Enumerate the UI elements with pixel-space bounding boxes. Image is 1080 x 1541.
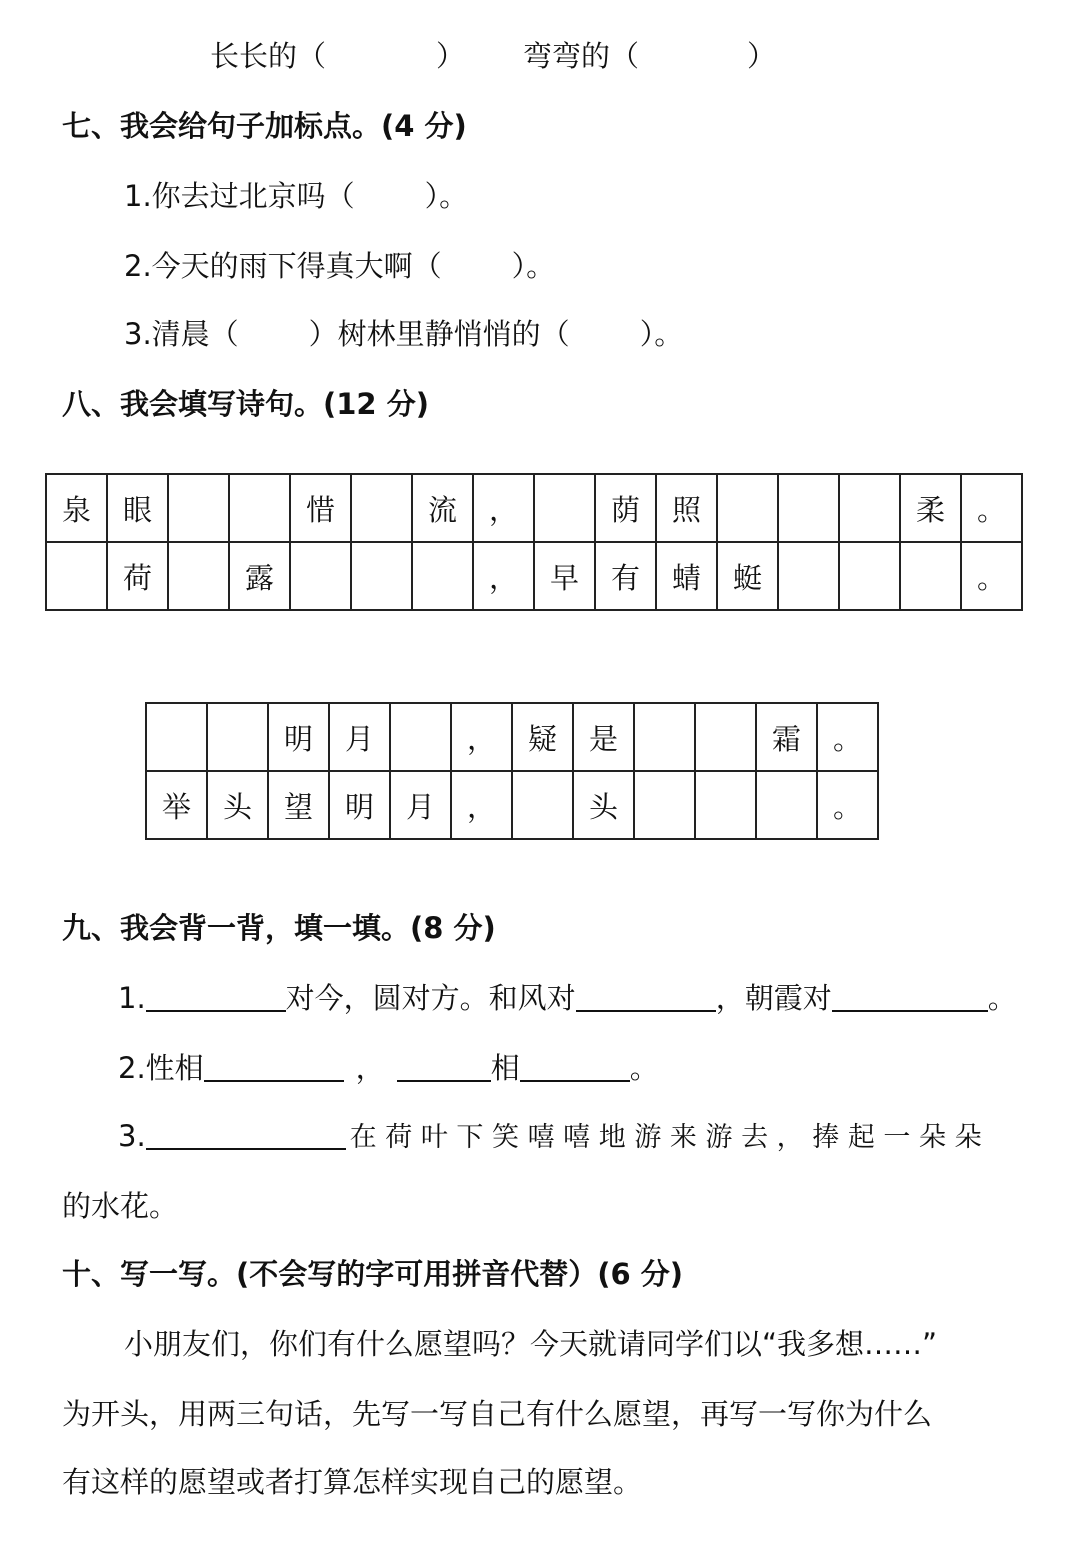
poem-cell: 。 (961, 474, 1022, 542)
section10-paragraph-line: 小朋友们，你们有什么愿望吗？今天就请同学们以“我多想……” (124, 1327, 938, 1361)
item-text: 1.你去过北京吗（ (124, 179, 355, 213)
poem-cell: 明 (329, 771, 390, 839)
poem-cell[interactable] (351, 542, 412, 610)
answer-blank[interactable] (832, 980, 988, 1012)
poem-cell[interactable] (168, 474, 229, 542)
poem-cell: ， (473, 474, 534, 542)
poem-cell: 月 (390, 771, 451, 839)
poem-row (46, 542, 1022, 610)
item-text: 。 (987, 981, 1017, 1015)
poem-cell: 头 (207, 771, 268, 839)
poem-cell: 惜 (290, 474, 351, 542)
poem-cell: 泉 (46, 474, 107, 542)
poem-cell: ， (473, 542, 534, 610)
item-text: 2.今天的雨下得真大啊（ (124, 249, 442, 283)
item-text: 对今，圆对方。和风对 (285, 981, 576, 1015)
section9-item2 (118, 1048, 659, 1088)
item-text: ，朝霞对 (715, 981, 832, 1015)
poem-grid-1 (45, 473, 1023, 611)
item-text: 2.性相 (118, 1051, 204, 1085)
section10-heading: 十、写一写。(不会写的字可用拼音代替）(6 分) (62, 1257, 684, 1291)
poem-cell[interactable] (534, 474, 595, 542)
poem-cell[interactable] (290, 542, 351, 610)
poem-cell: ， (451, 771, 512, 839)
poem-row (146, 771, 878, 839)
close-paren: ） (436, 39, 466, 73)
section7-item2 (124, 246, 555, 286)
poem-cell: 。 (817, 771, 878, 839)
poem-cell[interactable] (351, 474, 412, 542)
poem-cell[interactable] (634, 771, 695, 839)
item-text: 相 (490, 1051, 520, 1085)
poem-cell[interactable] (717, 474, 778, 542)
section10-paragraph-line: 有这样的愿望或者打算怎样实现自己的愿望。 (62, 1465, 643, 1499)
item-changchang: 长长的（ (210, 39, 327, 73)
poem-cell: 月 (329, 703, 390, 771)
section9-item3 (118, 1116, 982, 1158)
poem-cell[interactable] (390, 703, 451, 771)
item-number: 3. (118, 1119, 146, 1153)
answer-blank[interactable] (520, 1050, 630, 1082)
poem-cell: 荫 (595, 474, 656, 542)
answer-blank[interactable] (397, 1050, 491, 1082)
poem-cell[interactable] (839, 474, 900, 542)
item-text: ）。 (511, 249, 556, 283)
poem-cell: 蜓 (717, 542, 778, 610)
poem-grid-2 (145, 702, 879, 840)
section7-item3 (124, 314, 683, 354)
poem-cell: 霜 (756, 703, 817, 771)
poem-cell: 。 (817, 703, 878, 771)
section9-item3-cont: 的水花。 (62, 1189, 179, 1223)
poem-cell[interactable] (900, 542, 961, 610)
answer-blank[interactable] (576, 980, 716, 1012)
item-text: 3.清晨（ (124, 317, 239, 351)
poem-cell: 照 (656, 474, 717, 542)
poem-row (46, 474, 1022, 542)
item-text: ， (355, 1051, 385, 1085)
section7-heading: 七、我会给句子加标点。(4 分) (62, 109, 467, 143)
item-text: ）。 (424, 179, 469, 213)
poem-cell: 。 (961, 542, 1022, 610)
item-number: 1. (118, 981, 146, 1015)
poem-cell[interactable] (778, 542, 839, 610)
poem-cell[interactable] (412, 542, 473, 610)
answer-blank[interactable] (146, 1118, 346, 1150)
poem-cell[interactable] (207, 703, 268, 771)
section7-item1 (124, 176, 468, 216)
poem-cell[interactable] (168, 542, 229, 610)
section10-paragraph-line: 为开头，用两三句话，先写一写自己有什么愿望，再写一写你为什么 (62, 1397, 933, 1431)
poem-cell: ， (451, 703, 512, 771)
poem-cell: 流 (412, 474, 473, 542)
poem-cell: 举 (146, 771, 207, 839)
poem-cell[interactable] (756, 771, 817, 839)
poem-cell[interactable] (146, 703, 207, 771)
item-text: 在 荷 叶 下 笑 嘻 嘻 地 游 来 游 去 ， 捧 起 一 朵 朵 (349, 1122, 982, 1153)
poem-cell: 有 (595, 542, 656, 610)
section8-heading: 八、我会填写诗句。(12 分) (62, 387, 429, 421)
poem-cell[interactable] (634, 703, 695, 771)
poem-cell: 明 (268, 703, 329, 771)
poem-cell[interactable] (512, 771, 573, 839)
close-paren: ） (747, 39, 777, 73)
item-text: 。 (629, 1051, 659, 1085)
poem-cell: 早 (534, 542, 595, 610)
poem-cell: 是 (573, 703, 634, 771)
poem-row (146, 703, 878, 771)
poem-cell: 眼 (107, 474, 168, 542)
poem-cell[interactable] (46, 542, 107, 610)
poem-cell[interactable] (229, 474, 290, 542)
poem-cell: 露 (229, 542, 290, 610)
poem-cell[interactable] (695, 771, 756, 839)
item-text: ）。 (639, 317, 684, 351)
section9-item1 (118, 978, 1017, 1018)
top-line (210, 36, 776, 76)
poem-cell[interactable] (695, 703, 756, 771)
poem-cell[interactable] (839, 542, 900, 610)
poem-cell: 柔 (900, 474, 961, 542)
poem-cell: 疑 (512, 703, 573, 771)
answer-blank[interactable] (146, 980, 286, 1012)
item-wanwan: 弯弯的（ (523, 39, 640, 73)
poem-cell[interactable] (778, 474, 839, 542)
poem-cell: 蜻 (656, 542, 717, 610)
poem-cell: 望 (268, 771, 329, 839)
poem-cell: 头 (573, 771, 634, 839)
item-text: ）树林里静悄悄的（ (308, 317, 570, 351)
poem-cell: 荷 (107, 542, 168, 610)
answer-blank[interactable] (204, 1050, 344, 1082)
section9-heading: 九、我会背一背，填一填。(8 分) (62, 911, 496, 945)
